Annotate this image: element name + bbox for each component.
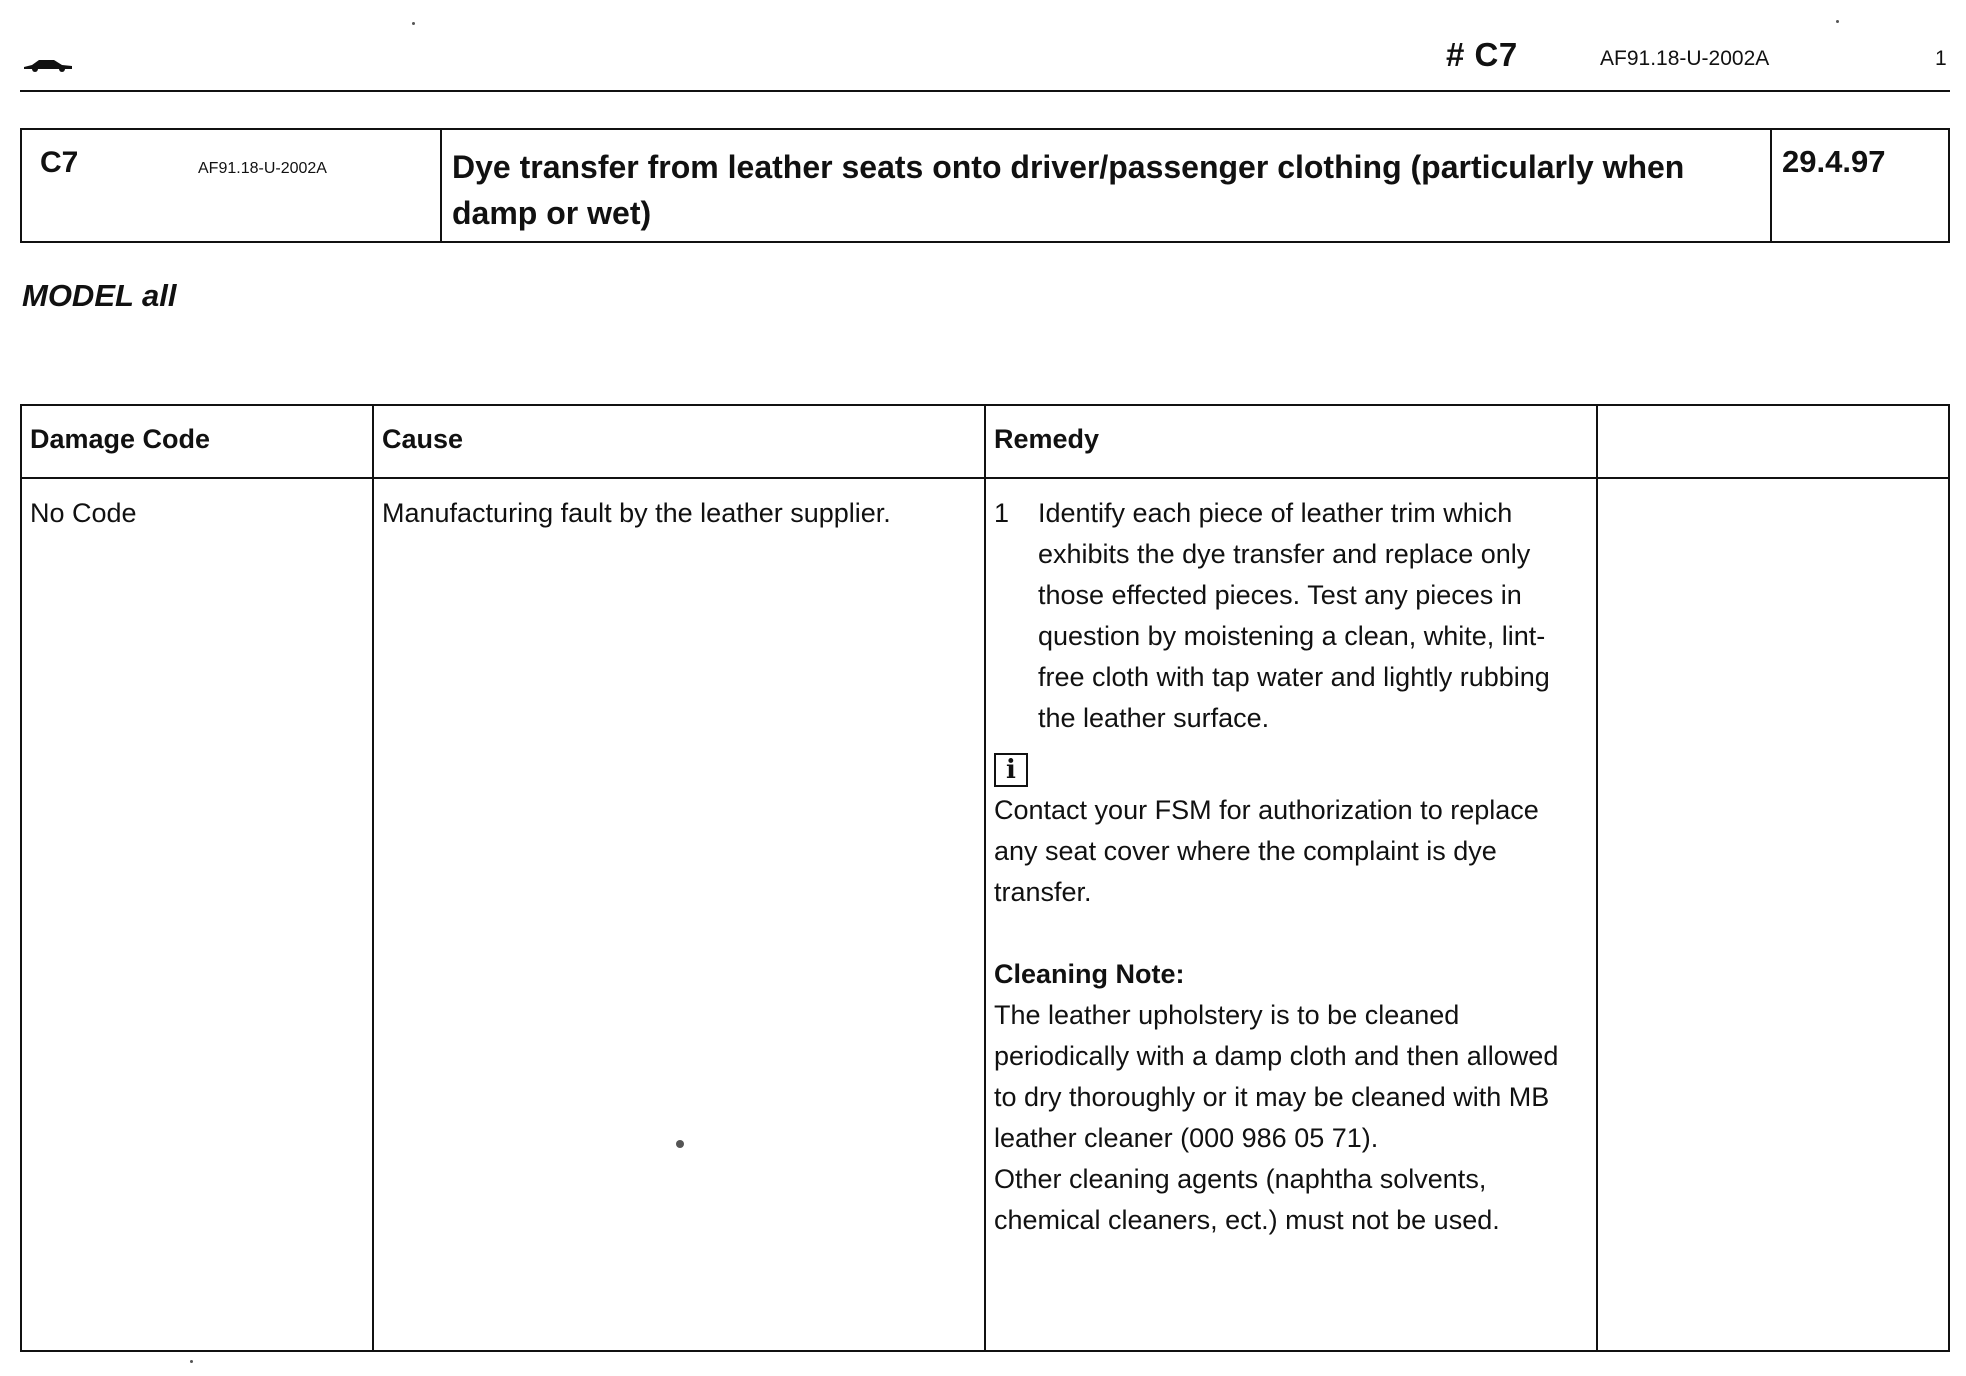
title-code: C7	[40, 146, 79, 179]
car-logo-icon	[22, 56, 74, 72]
title-text: Dye transfer from leather seats onto driver/passenger clothing (particularly when damp or wet)	[442, 130, 1772, 241]
scan-speck	[676, 1140, 684, 1148]
step-number: 1	[994, 498, 1010, 528]
header-remedy: Remedy	[985, 405, 1597, 478]
title-date: 29.4.97	[1782, 144, 1886, 179]
cell-empty	[1597, 478, 1949, 1351]
cleaning-note-text: The leather upholstery is to be cleaned periodically with a damp cloth and then allowed to dry thoroughly or it may be cleaned with MB leather cleaner (000 986 05 71).	[994, 1000, 1559, 1153]
cleaning-note-warning: Other cleaning agents (naphtha solvents, chemical cleaners, ect.) must not be used.	[994, 1164, 1500, 1235]
title-ref: AF91.18-U-2002A	[198, 160, 327, 177]
cell-cause: Manufacturing fault by the leather supplier.	[373, 478, 985, 1351]
header-divider	[20, 90, 1950, 92]
damage-table	[20, 404, 1950, 1352]
title-block	[20, 128, 1950, 243]
title-code-cell	[22, 130, 442, 241]
cleaning-note-title: Cleaning Note:	[994, 959, 1185, 989]
info-icon: i	[994, 753, 1028, 787]
scan-speck	[1836, 20, 1839, 23]
header-page-number: 1	[1935, 47, 1947, 70]
scan-speck	[190, 1360, 193, 1363]
step-text: Identify each piece of leather trim which exhibits the dye transfer and replace only those effected pieces. Test any pieces in question by moistening a clean, white, lint-free cloth with tap water and lightly rubbing the leather surface.	[1038, 498, 1550, 733]
remedy-step	[994, 493, 1588, 739]
info-text: Contact your FSM for authorization to replace any seat cover where the complaint is dye transfer.	[994, 795, 1539, 907]
header-doc-code: # C7	[1446, 36, 1518, 73]
header-cause: Cause	[373, 405, 985, 478]
header-empty	[1597, 405, 1949, 478]
table-row	[21, 478, 1949, 1351]
header-doc-ref: AF91.18-U-2002A	[1600, 47, 1770, 70]
table-header-row	[21, 405, 1949, 478]
model-label: MODEL all	[22, 278, 177, 313]
header-damage-code: Damage Code	[21, 405, 373, 478]
cell-damage-code: No Code	[21, 478, 373, 1351]
scan-speck	[412, 22, 415, 25]
cell-remedy	[985, 478, 1597, 1351]
